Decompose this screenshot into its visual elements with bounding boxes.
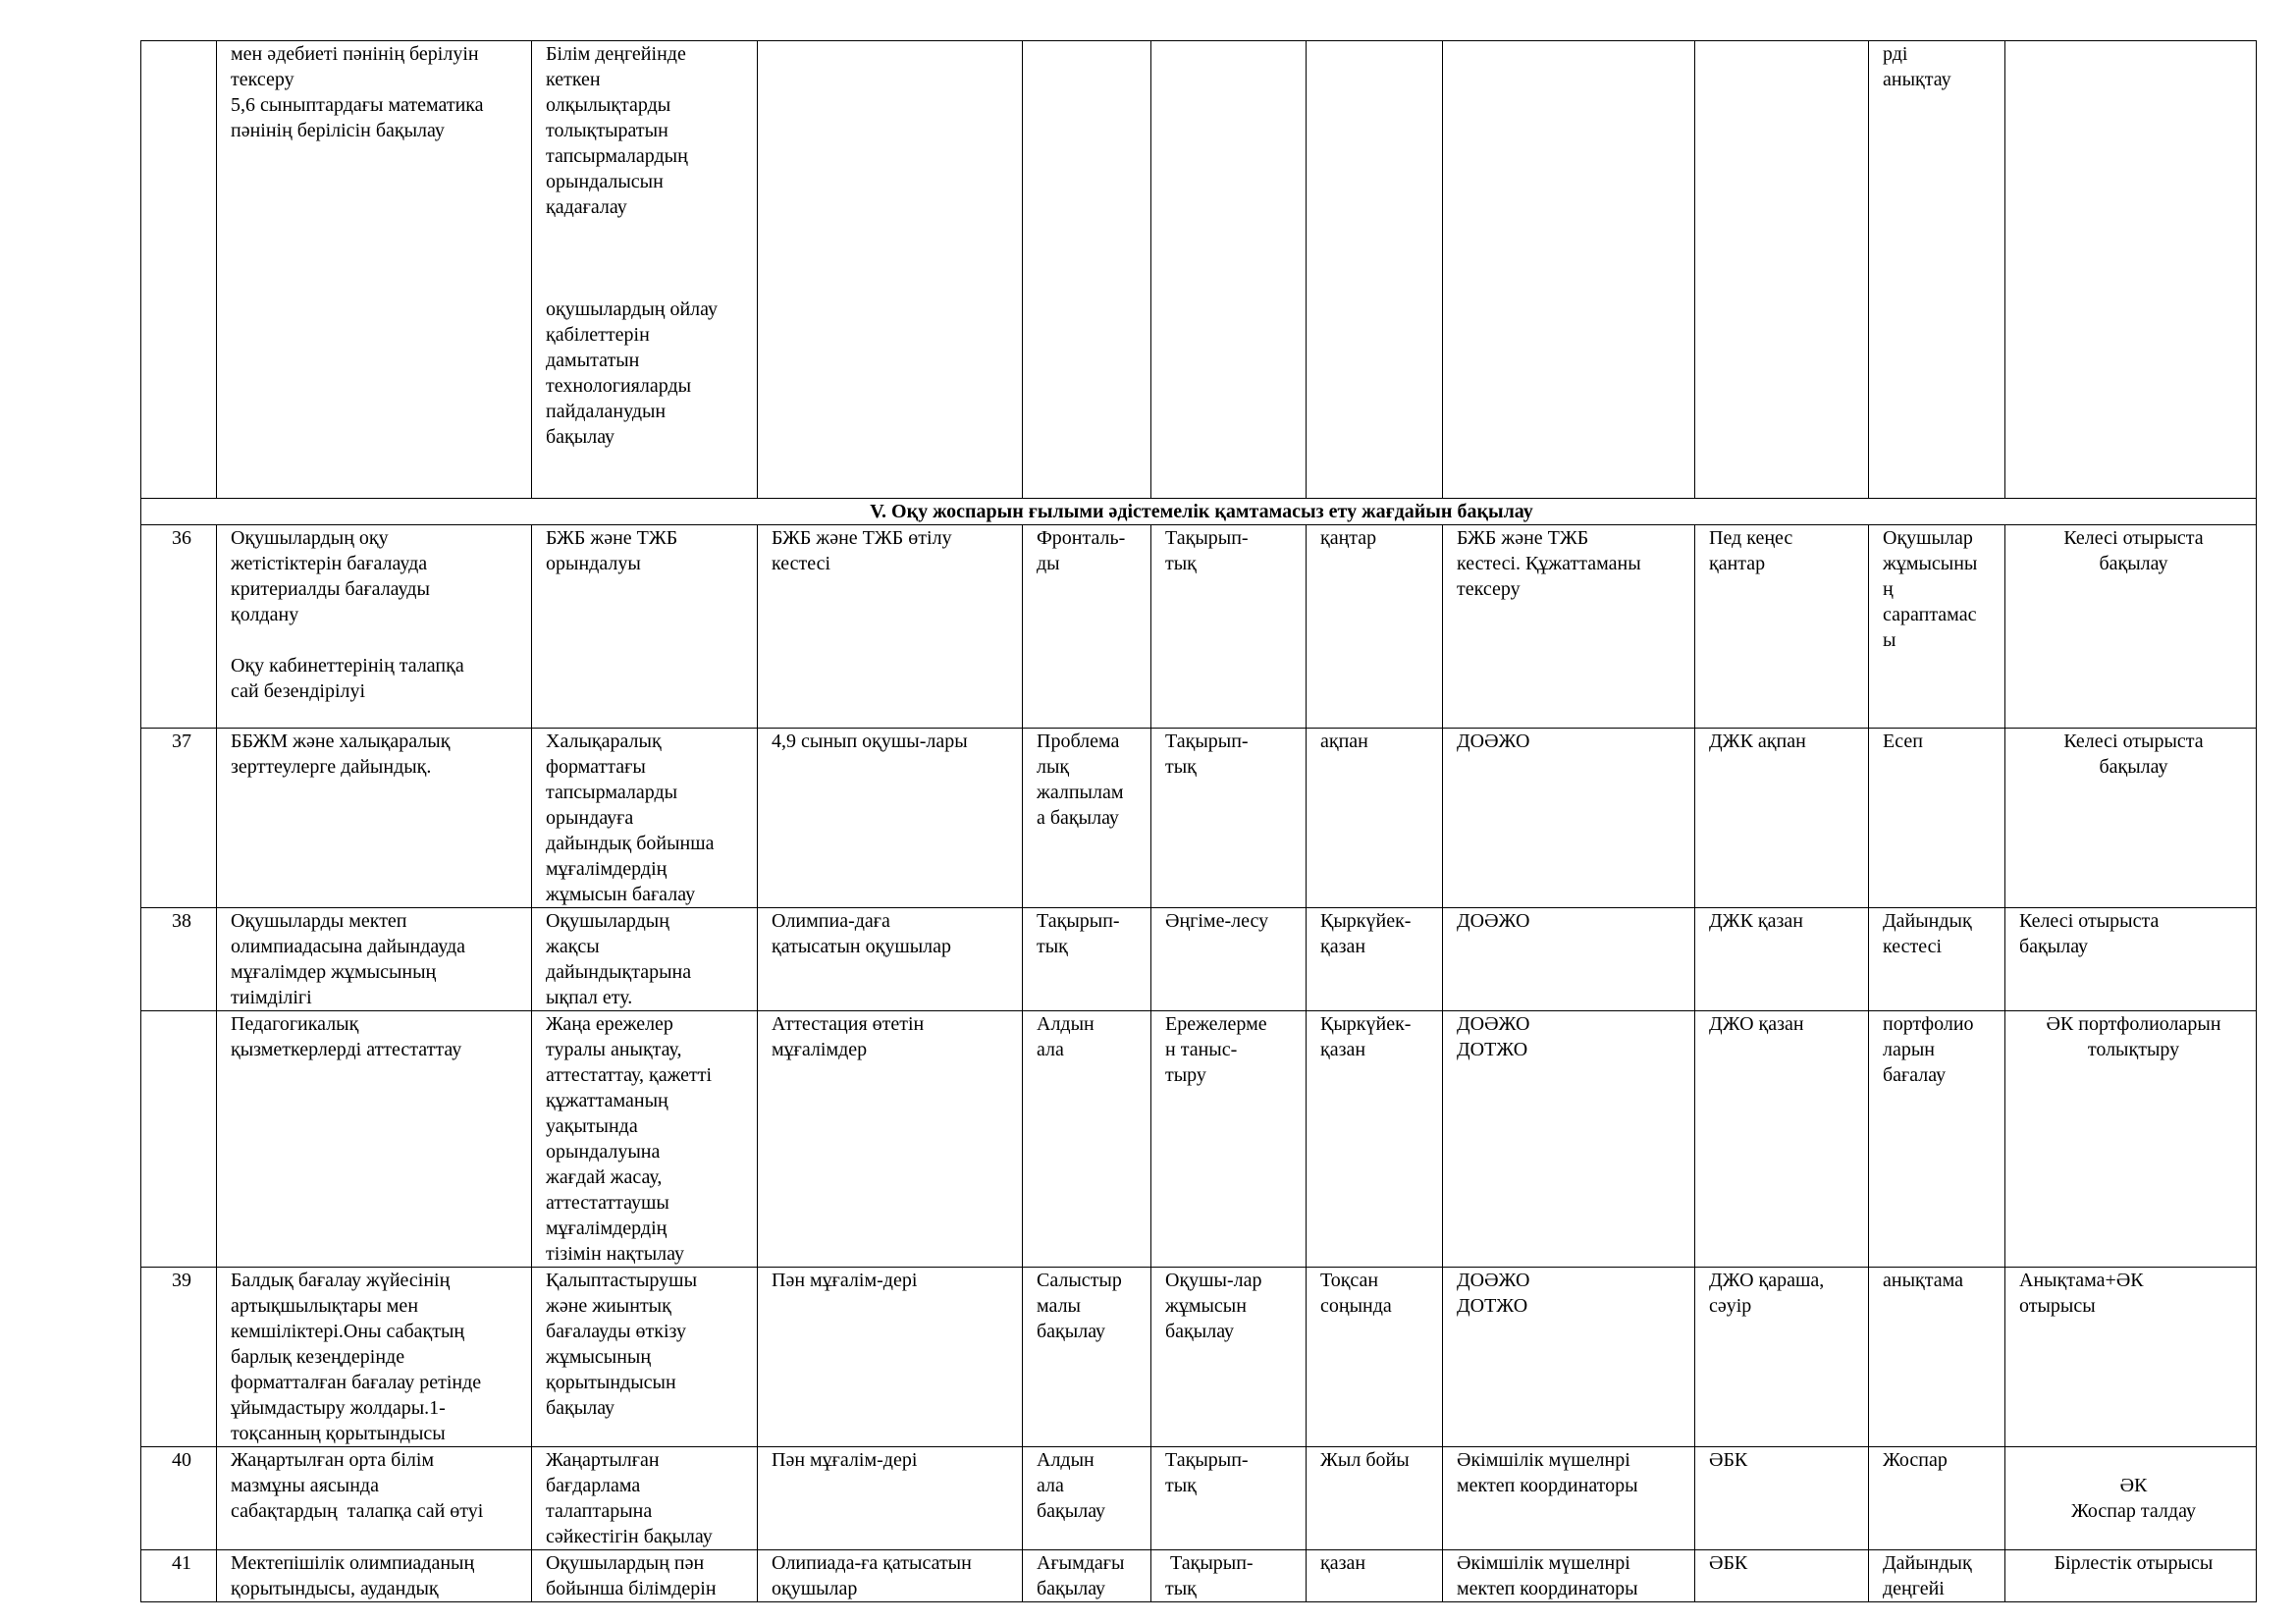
cell-line: жалпылам: [1037, 782, 1124, 803]
cell-line: мектеп координаторы: [1457, 1475, 1638, 1496]
cell-line: қадағалау: [546, 196, 627, 218]
cell-line: сәйкестігін бақылау: [546, 1526, 713, 1547]
purpose-cell: [532, 41, 758, 499]
section-title: V. Оқу жоспарын ғылыми әдістемелік қамтамасыз ету жағдайын бақылау: [141, 499, 2257, 525]
cell-line: Білім деңгейінде: [546, 43, 686, 65]
cell-line: қатысатын оқушылар: [772, 936, 952, 957]
cell-line: қызметкерлерді аттестаттау: [231, 1039, 462, 1060]
cell-line: жұмысының: [546, 1346, 652, 1368]
cell-line: жұмысын бағалау: [546, 884, 696, 905]
purpose-cell: [532, 729, 758, 908]
cell-line: зерттеулерге дайындық.: [231, 756, 432, 778]
cell-line: кестесі: [772, 553, 831, 574]
decision-cell: [2005, 1268, 2257, 1447]
date-cell: [1307, 1447, 1443, 1550]
cell-line: ДОТЖО: [1457, 1039, 1528, 1060]
cell-line: тық: [1165, 553, 1197, 574]
cell-line: ды: [1037, 553, 1060, 574]
purpose-cell: [532, 1447, 758, 1550]
cell-line: оқушылар: [772, 1578, 858, 1599]
topic-cell: [217, 729, 532, 908]
result-cell: [1869, 41, 2005, 499]
cell-line: Оқушы-лар: [1165, 1270, 1262, 1291]
cell-line: дайындық бойынша: [546, 833, 715, 854]
cell-line: сәуір: [1709, 1295, 1752, 1317]
cell-line: дайындықтарына: [546, 961, 692, 983]
date-cell: [1307, 908, 1443, 1011]
method-cell: [1151, 729, 1307, 908]
cell-line: Бірлестік отырысы: [2054, 1552, 2214, 1574]
topic-cell: [217, 1268, 532, 1447]
cell-line: ДЖК қазан: [1709, 910, 1803, 932]
cell-line: оқушылардың ойлау: [546, 298, 719, 320]
review-cell: [1695, 41, 1869, 499]
responsible-cell: [1443, 729, 1695, 908]
date-cell: [1307, 525, 1443, 729]
decision-cell: [2005, 41, 2257, 499]
cell-line: Пән мұғалім-дері: [772, 1449, 918, 1471]
cell-line: соңында: [1320, 1295, 1392, 1317]
table-row: [141, 1550, 2257, 1602]
cell-line: Фронталь-: [1037, 527, 1126, 549]
cell-line: қорытындысын: [546, 1372, 676, 1393]
date-cell: [1307, 729, 1443, 908]
cell-line: жақсы: [546, 936, 600, 957]
cell-line: отырысы: [2019, 1295, 2096, 1317]
cell-line: ӘК портфолиоларын: [2046, 1013, 2221, 1035]
type-cell: [1023, 1550, 1151, 1602]
cell-line: ӘК: [2119, 1475, 2148, 1496]
decision-cell: [2005, 525, 2257, 729]
cell-line: тық: [1165, 756, 1197, 778]
cell-line: мұғалімдер жұмысының: [231, 961, 437, 983]
cell-line: Тоқсан: [1320, 1270, 1379, 1291]
cell-line: Жоспар талдау: [2071, 1500, 2196, 1522]
method-cell: [1151, 525, 1307, 729]
cell-line: Тақырып-: [1037, 910, 1120, 932]
object-cell: [758, 41, 1023, 499]
cell-line: форматталған бағалау ретінде: [231, 1372, 482, 1393]
cell-line: орындалысын: [546, 171, 664, 192]
cell-line: тық: [1165, 1578, 1197, 1599]
cell-line: ДОӘЖО: [1457, 910, 1530, 932]
cell-line: Салыстыр: [1037, 1270, 1122, 1291]
decision-cell: [2005, 908, 2257, 1011]
responsible-cell: [1443, 1447, 1695, 1550]
cell-line: толықтыратын: [546, 120, 668, 141]
cell-line: тық: [1165, 1475, 1197, 1496]
result-cell: [1869, 1550, 2005, 1602]
cell-line: орындалуы: [546, 553, 641, 574]
cell-line: Проблема: [1037, 731, 1120, 752]
cell-line: ДЖК ақпан: [1709, 731, 1806, 752]
section-heading-row: [141, 499, 2257, 525]
cell-line: тізімін нақтылау: [546, 1243, 684, 1265]
review-cell: [1695, 1011, 1869, 1268]
cell-line: сабақтардың талапқа сай өтуі: [231, 1500, 484, 1522]
cell-line: БЖБ және ТЖБ өтілу: [772, 527, 952, 549]
cell-line: қорытындысы, аудандық: [231, 1578, 439, 1599]
cell-line: бақылау: [2099, 756, 2168, 778]
purpose-cell: [532, 525, 758, 729]
type-cell: [1023, 729, 1151, 908]
cell-line: Аттестация өтетін: [772, 1013, 925, 1035]
cell-line: тексеру: [1457, 578, 1521, 600]
cell-line: Оқушылардың оқу: [231, 527, 389, 549]
cell-line: жұмысын: [1165, 1295, 1247, 1317]
cell-line: олимпиадасына дайындауда: [231, 936, 466, 957]
cell-line: жұмысыны: [1883, 553, 1978, 574]
cell-line: Олипиада-ға қатысатын: [772, 1552, 972, 1574]
review-cell: [1695, 1550, 1869, 1602]
cell-line: Әкімшілік мүшелнрі: [1457, 1449, 1630, 1471]
cell-line: ықпал ету.: [546, 987, 633, 1008]
cell-line: орындауға: [546, 807, 634, 829]
cell-line: Тақырып-: [1165, 731, 1249, 752]
type-cell: [1023, 525, 1151, 729]
cell-line: жетістіктерін бағалауда: [231, 553, 428, 574]
cell-line: ала: [1037, 1039, 1064, 1060]
cell-line: Жаңартылған орта білім: [231, 1449, 435, 1471]
cell-line: қазан: [1320, 936, 1366, 957]
cell-line: малы: [1037, 1295, 1081, 1317]
review-cell: [1695, 1268, 1869, 1447]
result-cell: [1869, 1268, 2005, 1447]
cell-line: туралы анықтау,: [546, 1039, 682, 1060]
table-row: [141, 908, 2257, 1011]
cell-line: бақылау: [546, 1397, 615, 1419]
cell-line: Қыркүйек-: [1320, 1013, 1412, 1035]
cell-line: қантар: [1709, 553, 1766, 574]
cell-line: мұғалімдердің: [546, 858, 667, 880]
cell-line: кестесі. Құжаттаманы: [1457, 553, 1641, 574]
decision-cell: [2005, 729, 2257, 908]
cell-line: рді: [1883, 43, 1908, 65]
cell-line: Жаңартылған: [546, 1449, 660, 1471]
table-row: [141, 729, 2257, 908]
type-cell: [1023, 1447, 1151, 1550]
cell-line: 5,6 сыныптардағы математика: [231, 94, 484, 116]
decision-cell: [2005, 1447, 2257, 1550]
table-row: [141, 525, 2257, 729]
cell-line: Ағымдағы: [1037, 1552, 1125, 1574]
purpose-cell: [532, 1550, 758, 1602]
cell-line: критериалды бағалауды: [231, 578, 430, 600]
purpose-cell: [532, 908, 758, 1011]
cell-line: бағалау: [1883, 1064, 1947, 1086]
cell-line: Ережелерме: [1165, 1013, 1267, 1035]
topic-cell: [217, 1011, 532, 1268]
result-cell: [1869, 908, 2005, 1011]
cell-line: ДЖО қазан: [1709, 1013, 1804, 1035]
cell-line: пәнінің берілісін бақылау: [231, 120, 445, 141]
responsible-cell: [1443, 1550, 1695, 1602]
cell-line: бақылау: [546, 426, 615, 448]
type-cell: [1023, 41, 1151, 499]
cell-line: Педагогикалық: [231, 1013, 359, 1035]
cell-line: Жыл бойы: [1320, 1449, 1410, 1471]
review-cell: [1695, 1447, 1869, 1550]
cell-line: ӘБК: [1709, 1552, 1748, 1574]
type-cell: [1023, 1268, 1151, 1447]
cell-line: олқылықтарды: [546, 94, 671, 116]
row-number-cell: [141, 41, 217, 499]
cell-line: Есеп: [1883, 731, 1923, 752]
cell-line: БЖБ және ТЖБ: [1457, 527, 1589, 549]
row-number-cell: [141, 1011, 217, 1268]
cell-line: уақытында: [546, 1115, 638, 1137]
cell-line: бақылау: [2099, 553, 2168, 574]
cell-line: деңгейі: [1883, 1578, 1945, 1599]
responsible-cell: [1443, 41, 1695, 499]
object-cell: [758, 525, 1023, 729]
cell-line: ДОТЖО: [1457, 1295, 1528, 1317]
result-cell: [1869, 525, 2005, 729]
cell-line: ДОӘЖО: [1457, 1270, 1530, 1291]
cell-line: лық: [1037, 756, 1070, 778]
cell-line: технологияларды: [546, 375, 692, 397]
method-cell: [1151, 1268, 1307, 1447]
date-cell: [1307, 1268, 1443, 1447]
cell-line: Оқушылар: [1883, 527, 1973, 549]
cell-line: тапсырмаларды: [546, 782, 678, 803]
topic-cell: [217, 1447, 532, 1550]
cell-line: ларын: [1883, 1039, 1935, 1060]
cell-line: кеткен: [546, 69, 601, 90]
method-cell: [1151, 1011, 1307, 1268]
cell-line: а бақылау: [1037, 807, 1119, 829]
date-cell: [1307, 1011, 1443, 1268]
row-number-cell: 40: [141, 1447, 217, 1550]
date-cell: [1307, 41, 1443, 499]
cell-line: сараптамас: [1883, 604, 1977, 625]
cell-line: Оқушылардың: [546, 910, 669, 932]
cell-line: талаптарына: [546, 1500, 653, 1522]
cell-line: тоқсанның қорытындысы: [231, 1423, 446, 1444]
cell-line: н таныс-: [1165, 1039, 1238, 1060]
cell-line: пайдаланудын: [546, 401, 667, 422]
cell-line: портфолио: [1883, 1013, 1974, 1035]
cell-line: Қалыптастырушы: [546, 1270, 698, 1291]
review-cell: [1695, 525, 1869, 729]
cell-line: Балдық бағалау жүйесінің: [231, 1270, 451, 1291]
cell-line: және жиынтық: [546, 1295, 671, 1317]
purpose-cell: [532, 1268, 758, 1447]
table-row: [141, 1447, 2257, 1550]
cell-line: мен әдебиеті пәнінің берілуін: [231, 43, 479, 65]
table-row-continuation: [141, 41, 2257, 499]
control-plan-table: [140, 40, 2257, 1602]
cell-line: бақылау: [2019, 936, 2089, 957]
result-cell: [1869, 1447, 2005, 1550]
cell-line: Тақырып-: [1165, 527, 1249, 549]
topic-cell: [217, 41, 532, 499]
cell-line: бойынша білімдерін: [546, 1578, 717, 1599]
cell-line: Жаңа ережелер: [546, 1013, 673, 1035]
type-cell: [1023, 908, 1151, 1011]
cell-line: ДОӘЖО: [1457, 1013, 1530, 1035]
cell-line: тыру: [1165, 1064, 1206, 1086]
cell-line: барлық кезеңдерінде: [231, 1346, 405, 1368]
cell-line: ДОӘЖО: [1457, 731, 1530, 752]
table-row: [141, 1268, 2257, 1447]
cell-line: Анықтама+ӘК: [2019, 1270, 2144, 1291]
cell-line: Жоспар: [1883, 1449, 1948, 1471]
cell-line: ӘБК: [1709, 1449, 1748, 1471]
cell-line: толықтыру: [2087, 1039, 2180, 1060]
cell-line: аттестаттау, қажетті: [546, 1064, 713, 1086]
cell-line: 4,9 сынып оқушы-лары: [772, 731, 968, 752]
cell-line: кемшіліктері.Оны сабақтың: [231, 1321, 465, 1342]
result-cell: [1869, 1011, 2005, 1268]
cell-line: артықшылықтары мен: [231, 1295, 419, 1317]
cell-line: мазмұны аясында: [231, 1475, 379, 1496]
cell-line: форматтағы: [546, 756, 646, 778]
object-cell: [758, 1011, 1023, 1268]
cell-line: қолдану: [231, 604, 299, 625]
topic-cell: [217, 1550, 532, 1602]
topic-cell: [217, 525, 532, 729]
responsible-cell: [1443, 1268, 1695, 1447]
type-cell: [1023, 1011, 1151, 1268]
method-cell: [1151, 1550, 1307, 1602]
object-cell: [758, 908, 1023, 1011]
row-number-cell: 39: [141, 1268, 217, 1447]
cell-line: ұйымдастыру жолдары.1-: [231, 1397, 446, 1419]
cell-line: Тақырып-: [1165, 1552, 1254, 1574]
cell-line: Әңгіме-лесу: [1165, 910, 1269, 932]
cell-line: қазан: [1320, 1039, 1366, 1060]
cell-line: ала: [1037, 1475, 1064, 1496]
cell-line: бағалауды өткізу: [546, 1321, 686, 1342]
decision-cell: [2005, 1011, 2257, 1268]
cell-line: бақылау: [1037, 1321, 1106, 1342]
cell-line: сай безендірілуі: [231, 680, 366, 702]
cell-line: Келесі отырыста: [2063, 527, 2204, 549]
cell-line: аттестаттаушы: [546, 1192, 669, 1214]
cell-line: тексеру: [231, 69, 294, 90]
review-cell: [1695, 908, 1869, 1011]
topic-cell: [217, 908, 532, 1011]
decision-cell: [2005, 1550, 2257, 1602]
cell-line: Оқушыларды мектеп: [231, 910, 407, 932]
cell-line: мектеп координаторы: [1457, 1578, 1638, 1599]
cell-line: Оқушылардың пән: [546, 1552, 705, 1574]
cell-line: Мектепішілік олимпиаданың: [231, 1552, 475, 1574]
object-cell: [758, 1447, 1023, 1550]
cell-line: қаңтар: [1320, 527, 1377, 549]
method-cell: [1151, 908, 1307, 1011]
cell-line: Әкімшілік мүшелнрі: [1457, 1552, 1630, 1574]
cell-line: ң: [1883, 578, 1894, 600]
cell-line: анықтау: [1883, 69, 1951, 90]
object-cell: [758, 1268, 1023, 1447]
row-number-cell: 37: [141, 729, 217, 908]
cell-line: Тақырып-: [1165, 1449, 1249, 1471]
row-number-cell: 36: [141, 525, 217, 729]
cell-line: бақылау: [1165, 1321, 1235, 1342]
cell-line: Алдын: [1037, 1449, 1095, 1471]
cell-line: орындалуына: [546, 1141, 661, 1163]
cell-line: қазан: [1320, 1552, 1366, 1574]
table-row: [141, 1011, 2257, 1268]
cell-line: тық: [1037, 936, 1068, 957]
responsible-cell: [1443, 525, 1695, 729]
cell-line: Қыркүйек-: [1320, 910, 1412, 932]
cell-line: Дайындық: [1883, 1552, 1972, 1574]
cell-line: қабілеттерін: [546, 324, 650, 346]
cell-line: ББЖМ және халықаралық: [231, 731, 451, 752]
cell-line: Дайындық: [1883, 910, 1972, 932]
cell-line: Пед кеңес: [1709, 527, 1793, 549]
cell-line: тапсырмалардың: [546, 145, 688, 167]
cell-line: тиімділігі: [231, 987, 312, 1008]
cell-line: анықтама: [1883, 1270, 1963, 1291]
date-cell: [1307, 1550, 1443, 1602]
row-number-cell: 38: [141, 908, 217, 1011]
cell-line: Халықаралық: [546, 731, 662, 752]
cell-line: мұғалімдердің: [546, 1218, 667, 1239]
cell-line: Келесі отырыста: [2019, 910, 2160, 932]
cell-line: дамытатын: [546, 350, 640, 371]
purpose-cell: [532, 1011, 758, 1268]
cell-line: БЖБ және ТЖБ: [546, 527, 678, 549]
cell-line: Олимпиа-даға: [772, 910, 890, 932]
row-number-cell: 41: [141, 1550, 217, 1602]
cell-line: Келесі отырыста: [2063, 731, 2204, 752]
object-cell: [758, 1550, 1023, 1602]
cell-line: мұғалімдер: [772, 1039, 868, 1060]
cell-line: ақпан: [1320, 731, 1368, 752]
method-cell: [1151, 1447, 1307, 1550]
cell-line: кестесі: [1883, 936, 1943, 957]
method-cell: [1151, 41, 1307, 499]
result-cell: [1869, 729, 2005, 908]
cell-line: бақылау: [1037, 1500, 1106, 1522]
cell-line: Оқу кабинеттерінің талапқа: [231, 655, 464, 677]
cell-line: Пән мұғалім-дері: [772, 1270, 918, 1291]
cell-line: ДЖО қараша,: [1709, 1270, 1825, 1291]
cell-line: Алдын: [1037, 1013, 1095, 1035]
object-cell: [758, 729, 1023, 908]
responsible-cell: [1443, 908, 1695, 1011]
cell-line: құжаттаманың: [546, 1090, 668, 1111]
review-cell: [1695, 729, 1869, 908]
cell-line: жағдай жасау,: [546, 1166, 663, 1188]
cell-line: ы: [1883, 629, 1896, 651]
cell-line: бақылау: [1037, 1578, 1106, 1599]
responsible-cell: [1443, 1011, 1695, 1268]
cell-line: бағдарлама: [546, 1475, 641, 1496]
